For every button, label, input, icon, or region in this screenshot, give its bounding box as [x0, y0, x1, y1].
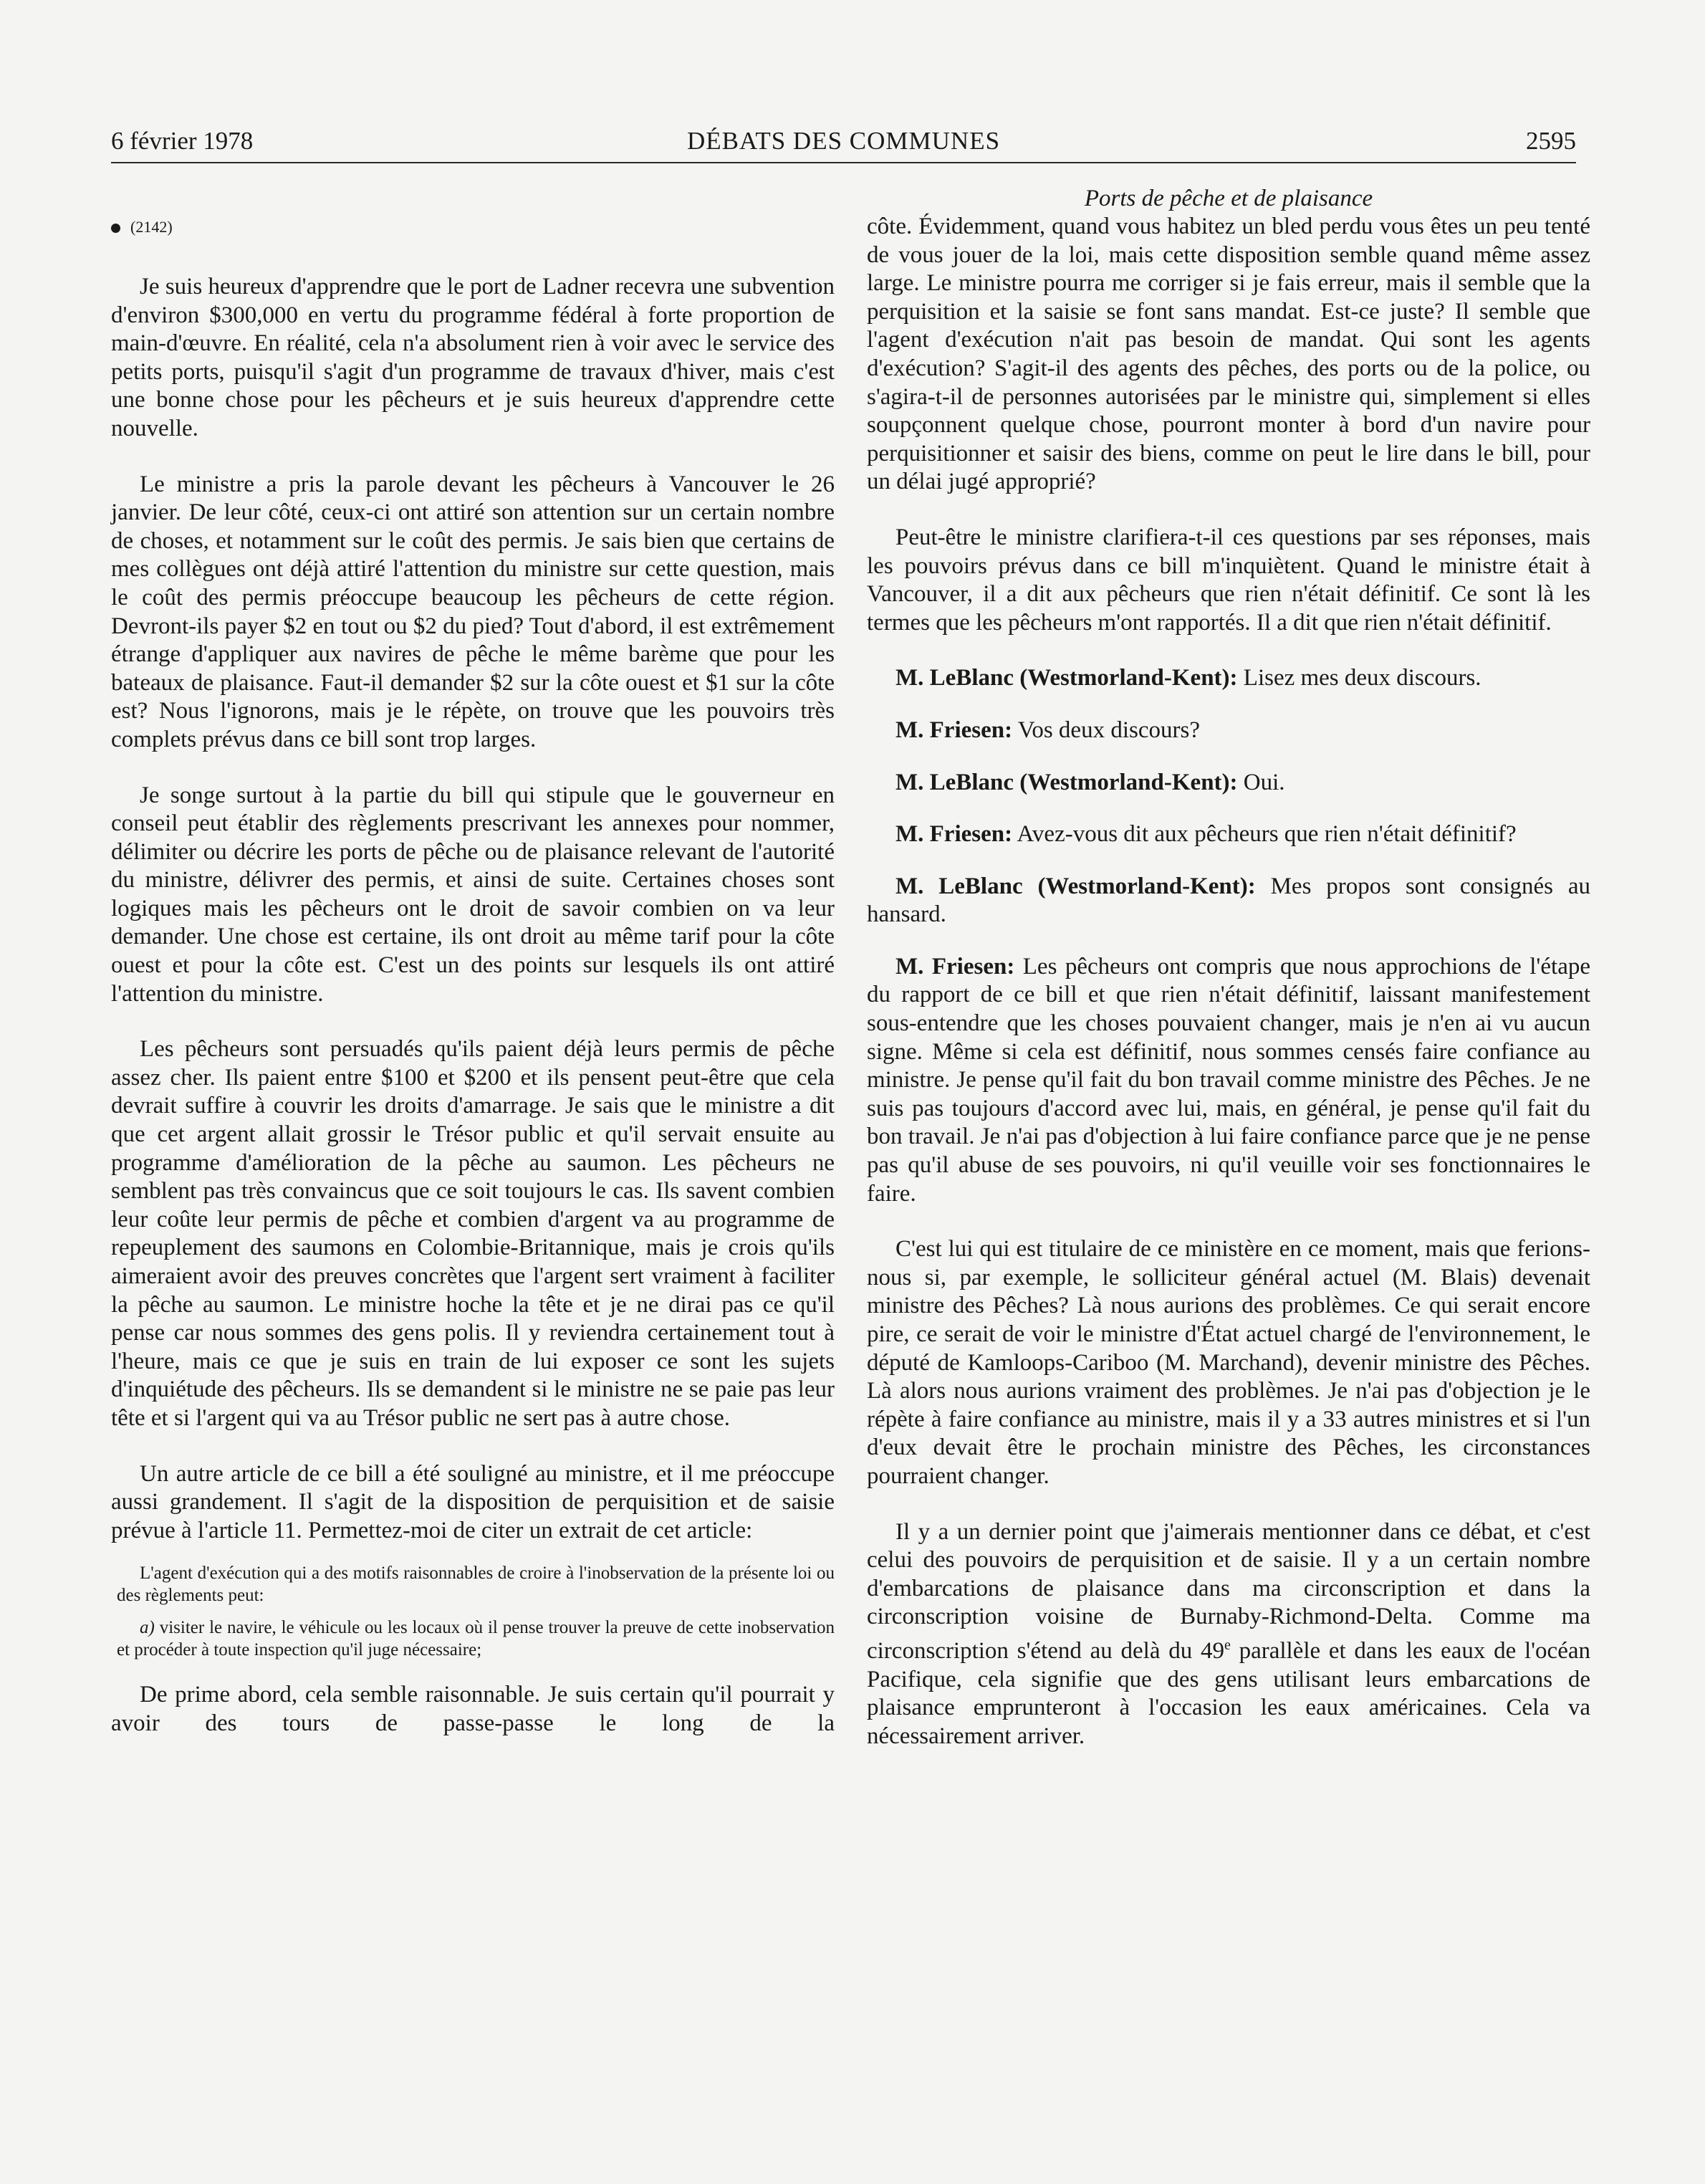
paragraph-text: Il y a un dernier point que j'aimerais mentionner dans ce débat, et c'est celui des pouvoirs de perquisition et de saisie. Il y a un certain nombre d'embarcations de plaisance dans ma circonscription et dans la circonscription voisine de Burnaby-Richmond-Delta. Comme ma circonscription s'étend au delà du 49	[867, 1518, 1590, 1664]
paragraph: C'est lui qui est titulaire de ce ministère en ce moment, mais que ferions-nous si, par exemple, le solliciteur général actuel (M. Blais) devenait ministre des Pêches? Là nous aurions des problèmes. Ce qui serait encore pire, ce serait de voir le ministre d'État actuel chargé de l'environnement, le député de Kamloops-Cariboo (M. Marchand), devenir ministre des Pêches. Là alors nous aurions vraiment des problèmes. Je n'ai pas d'objection je le répète à faire confiance au ministre, mais il y a 33 autres ministres et si l'un d'eux devait être le prochain ministre des Pêches, les circonstances pourraient changer.	[867, 1236, 1590, 1489]
speaker-name: M. Friesen:	[895, 953, 1015, 980]
statute-item-label: a)	[140, 1618, 155, 1638]
page	[111, 123, 1590, 2130]
speaker-text: Mes propos sont consignés au hansard.	[867, 873, 1590, 928]
speaker-text: Vos deux discours?	[1012, 717, 1200, 743]
speaker-name: M. LeBlanc (Westmorland-Kent):	[895, 769, 1238, 795]
time-marker-label: (2142)	[130, 218, 173, 236]
speaker-exchange	[867, 664, 1590, 693]
speaker-exchange	[867, 717, 1590, 745]
statute-item-text: visiter le navire, le véhicule ou les locaux où il pense trouver la preuve de cette inobservation et procéder à toute inspection qu'il juge nécessaire;	[117, 1618, 835, 1660]
statute-quote-item	[117, 1617, 835, 1661]
section-title: Ports de pêche et de plaisance	[1084, 186, 1373, 211]
time-marker	[111, 213, 835, 241]
paragraph	[867, 1518, 1590, 1751]
speaker-name: M. Friesen:	[895, 717, 1013, 743]
speaker-text: Lisez mes deux discours.	[1237, 665, 1481, 691]
statute-quote: L'agent d'exécution qui a des motifs raisonnables de croire à l'inobservation de la présente loi ou des règlements peut:	[117, 1563, 835, 1606]
paragraph: Je songe surtout à la partie du bill qui stipule que le gouverneur en conseil peut établir des règlements prescrivant les annexes pour nommer, délimiter ou décrire les ports de pêche ou de plaisance relevant de l'autorité du ministre, délivrer des permis, et ainsi de suite. Certaines choses sont logiques mais les pêcheurs ont le droit de savoir combien on va leur demander. Une chose est certaine, ils ont droit au même tarif pour la côte ouest et pour la côte est. C'est un des points sur lesquels ils ont attiré l'attention du ministre.	[111, 782, 835, 1007]
speaker-exchange	[867, 769, 1590, 798]
ordinal-superscript: e	[1224, 1637, 1231, 1653]
speaker-text: Avez-vous dit aux pêcheurs que rien n'était définitif?	[1012, 821, 1517, 848]
paragraph: Le ministre a pris la parole devant les pêcheurs à Vancouver le 26 janvier. De leur côté, ceux-ci ont attiré son attention sur un certain nombre de choses, et notamment sur le coût des permis. Je sais bien que certains de mes collègues ont déjà attiré l'attention du ministre sur cette question, mais le coût des permis préoccupe beaucoup les pêcheurs de cette région. Devront-ils payer $2 en tout ou $2 du pied? Tout d'abord, il est extrêmement étrange d'appliquer aux navires de pêche le même barème que pour les bateaux de plaisance. Faut-il demander $2 sur la côte ouest et $1 sur la côte est? Nous l'ignorons, mais je le répète, on trouve que les pouvoirs très complets prévus dans ce bill sont trop larges.	[111, 471, 835, 752]
speaker-text: Oui.	[1237, 769, 1285, 795]
header-page-number: 2595	[1526, 127, 1576, 155]
paragraph: Je suis heureux d'apprendre que le port de Ladner recevra une subvention d'environ $300,000 en vertu du programme fédéral à forte proportion de main-d'œuvre. En réalité, cela n'a absolument rien à voir avec le service des petits ports, puisqu'il s'agit d'un programme de travaux d'hiver, mais c'est une bonne chose pour les pêcheurs et je suis heureux d'apprendre cette nouvelle.	[111, 274, 835, 441]
speaker-name: M. Friesen:	[895, 821, 1013, 848]
header-journal-title: DÉBATS DES COMMUNES	[686, 127, 1001, 155]
running-head	[111, 123, 1576, 159]
speaker-text: Les pêcheurs ont compris que nous approchions de l'étape du rapport de ce bill et que rien n'était définitif, laissant manifestement sous-entendre que les choses pouvaient changer, mais je n'en ai vu aucun signe. Même si cela est définitif, nous sommes censés faire confiance au ministre. Je pense qu'il fait du bon travail comme ministre des Pêches. Je ne suis pas toujours d'accord avec lui, mais, en général, je pense qu'il fait du bon travail. Je n'ai pas d'objection à lui faire confiance parce que je ne pense pas qu'il abuse de ses pouvoirs, ni qu'il veuille voir ses fonctionnaires le faire.	[867, 953, 1590, 1207]
paragraph: Un autre article de ce bill a été souligné au ministre, et il me préoccupe aussi grandement. Il s'agit de la disposition de perquisition et de saisie prévue à l'article 11. Permettez-moi de citer un extrait de cet article:	[111, 1460, 835, 1543]
header-date: 6 février 1978	[111, 127, 254, 155]
speaker-exchange	[867, 953, 1590, 1208]
speaker-exchange	[867, 873, 1590, 929]
paragraph-continuation: côte. Évidemment, quand vous habitez un bled perdu vous êtes un peu tenté de vous jouer de la loi, mais cette disposition semble quand même assez large. Le ministre pourra me corriger si je fais erreur, mais il semble que la perquisition et la saisie se font sans mandat. Est-ce juste? Il semble que l'agent d'exécution n'ait pas besoin de mandat. Qui sont les agents d'exécution? S'agit-il des agents des pêches, des ports ou de la police, ou s'agira-t-il de personnes autorisées par le ministre qui, simplement si elles soupçonnent quelque chose, pourront monter à bord d'un navire pour perquisitionner et saisir des biens, comme on peut le lire dans le bill, pour un délai jugé approprié?	[867, 214, 1590, 495]
right-column	[867, 184, 1590, 1778]
speaker-name: M. LeBlanc (Westmorland-Kent):	[895, 665, 1238, 691]
bullet-icon	[111, 224, 120, 233]
paragraph: De prime abord, cela semble raisonnable. Je suis certain qu'il pourrait y avoir des tours de passe-passe le long de la	[111, 1682, 835, 1736]
speaker-exchange	[867, 820, 1590, 849]
paragraph: Les pêcheurs sont persuadés qu'ils paient déjà leurs permis de pêche assez cher. Ils paient entre $100 et $200 et ils pensent peut-être que cela devrait suffire à couvrir les droits d'amarrage. Je sais que le ministre a dit que cet argent allait grossir le Trésor public et qu'il servait ensuite au programme d'amélioration de la pêche au saumon. Les pêcheurs ne semblent pas très convaincus que ce soit toujours le cas. Ils savent combien leur coûte leur permis de pêche et combien d'argent va au programme de repeuplement des saumons en Colombie-Britannique, mais je crois qu'ils aimeraient avoir des preuves concrètes que l'argent sert vraiment à faciliter la pêche au saumon. Le ministre hoche la tête et je ne dirai pas ce qu'il pense car nous sommes des gens polis. Il y reviendra certainement tout à l'heure, mais ce que je suis en train de lui exposer ce sont les sujets d'inquiétude des pêcheurs. Ils se demandent si le ministre ne se paie pas leur tête et si l'argent qui va au Trésor public ne sert pas à autre chose.	[111, 1036, 835, 1431]
speaker-name: M. LeBlanc (Westmorland-Kent):	[895, 873, 1256, 899]
header-rule	[111, 162, 1576, 163]
paragraph-text: parallèle et dans les eaux de l'océan Pacifique, cela signifie que des gens utilisant leurs embarcations de plaisance emprunteront à l'occasion les eaux américaines. Cela va nécessairement arriver.	[867, 1637, 1590, 1749]
left-column	[111, 213, 835, 1766]
paragraph: Peut-être le ministre clarifiera-t-il ces questions par ses réponses, mais les pouvoirs prévus dans ce bill m'inquiètent. Quand le ministre était à Vancouver, il a dit aux pêcheurs que rien n'était définitif. Ce sont là les termes que les pêcheurs m'ont rapportés. Il a dit que rien n'était définitif.	[867, 524, 1590, 636]
